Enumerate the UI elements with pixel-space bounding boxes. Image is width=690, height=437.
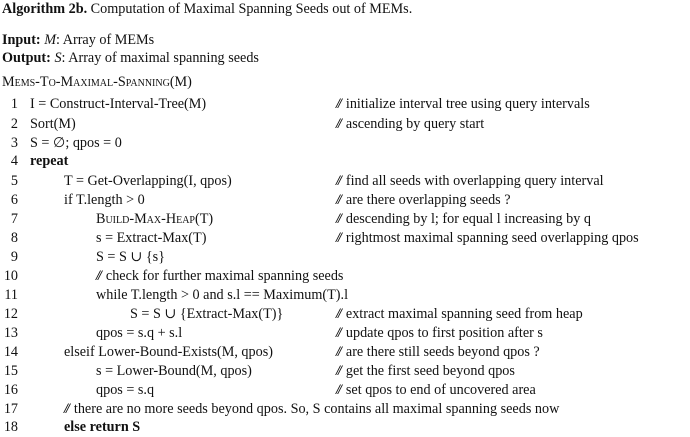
output-var: S <box>54 50 62 66</box>
comment-marker: // <box>64 401 68 417</box>
comment-marker: // <box>336 325 340 341</box>
line-comment: // update qpos to first position after s <box>336 325 543 341</box>
line-number: 7 <box>10 211 18 227</box>
line-number: 18 <box>3 419 18 435</box>
line-number: 6 <box>10 192 18 208</box>
output-spec <box>2 49 259 68</box>
line-comment: // set qpos to end of uncovered area <box>336 382 536 398</box>
line-code: I = Construct-Interval-Tree(M) <box>30 96 207 112</box>
input-label: Input: <box>2 32 41 48</box>
procedure-header <box>2 73 192 92</box>
line-number: 4 <box>10 153 18 169</box>
comment-marker: // <box>336 173 340 189</box>
line-code: repeat <box>30 153 69 169</box>
input-spec <box>2 31 154 50</box>
line-code: S = S ∪ {Extract-Max(T)} <box>130 306 284 322</box>
line-code: else return S <box>64 419 141 435</box>
line-comment: // find all seeds with overlapping query interval <box>336 173 604 189</box>
line-code: T = Get-Overlapping(I, qpos) <box>64 173 232 189</box>
line-number: 16 <box>3 382 18 398</box>
line-code: if T.length > 0 <box>64 192 145 208</box>
comment-marker: // <box>336 192 340 208</box>
algorithm-title <box>2 0 412 19</box>
line-code: // there are no more seeds beyond qpos. So, S contains all maximal spanning seeds now <box>64 401 560 417</box>
comment-marker: // <box>336 116 340 132</box>
line-code: qpos = s.q + s.l <box>96 325 183 341</box>
line-number: 14 <box>3 344 18 360</box>
line-code: s = Extract-Max(T) <box>96 230 207 246</box>
line-comment: // descending by l; for equal l increasing by q <box>336 211 591 227</box>
comment-marker: // <box>96 268 100 284</box>
comment-marker: // <box>336 382 340 398</box>
line-number: 8 <box>10 230 18 246</box>
line-number: 2 <box>10 116 18 132</box>
line-number: 3 <box>10 135 18 151</box>
line-code: Build-Max-Heap(T) <box>96 211 214 227</box>
comment-marker: // <box>336 363 340 379</box>
procedure-arg: (M) <box>169 74 192 90</box>
line-code: elseif Lower-Bound-Exists(M, qpos) <box>64 344 273 360</box>
line-comment: // ascending by query start <box>336 116 485 132</box>
comment-marker: // <box>336 344 340 360</box>
comment-marker: // <box>336 96 340 112</box>
line-code: while T.length > 0 and s.l == Maximum(T).l <box>96 287 349 303</box>
input-desc: : Array of MEMs <box>56 32 155 48</box>
line-comment: // are there still seeds beyond qpos ? <box>336 344 540 360</box>
output-label: Output: <box>2 50 51 66</box>
line-number: 17 <box>3 401 18 417</box>
line-comment: // get the first seed beyond qpos <box>336 363 515 379</box>
line-number: 13 <box>3 325 18 341</box>
input-var: M <box>44 32 57 48</box>
line-number: 12 <box>3 306 18 322</box>
line-code: S = S ∪ {s} <box>96 249 165 265</box>
comment-marker: // <box>336 306 340 322</box>
line-number: 5 <box>10 173 18 189</box>
algorithm-label: Algorithm 2b. <box>2 1 88 17</box>
line-number: 9 <box>10 249 18 265</box>
line-number: 15 <box>3 363 18 379</box>
line-number: 11 <box>4 287 18 303</box>
line-code: qpos = s.q <box>96 382 155 398</box>
line-code: S = ∅; qpos = 0 <box>30 135 122 151</box>
line-number: 1 <box>10 96 18 112</box>
comment-marker: // <box>336 211 340 227</box>
output-desc: : Array of maximal spanning seeds <box>61 50 259 66</box>
line-comment: // are there overlapping seeds ? <box>336 192 511 208</box>
line-comment: // initialize interval tree using query intervals <box>336 96 590 112</box>
line-comment: // rightmost maximal spanning seed overlapping qpos <box>336 230 639 246</box>
line-code: // check for further maximal spanning seeds <box>96 268 344 284</box>
line-code: Sort(M) <box>30 116 76 132</box>
line-code: s = Lower-Bound(M, qpos) <box>96 363 252 379</box>
line-comment: // extract maximal spanning seed from heap <box>336 306 583 322</box>
procedure-name: Mems-To-Maximal-Spanning <box>2 74 170 90</box>
line-number: 10 <box>3 268 18 284</box>
algorithm-caption: Computation of Maximal Spanning Seeds out of MEMs. <box>90 1 413 17</box>
comment-marker: // <box>336 230 340 246</box>
